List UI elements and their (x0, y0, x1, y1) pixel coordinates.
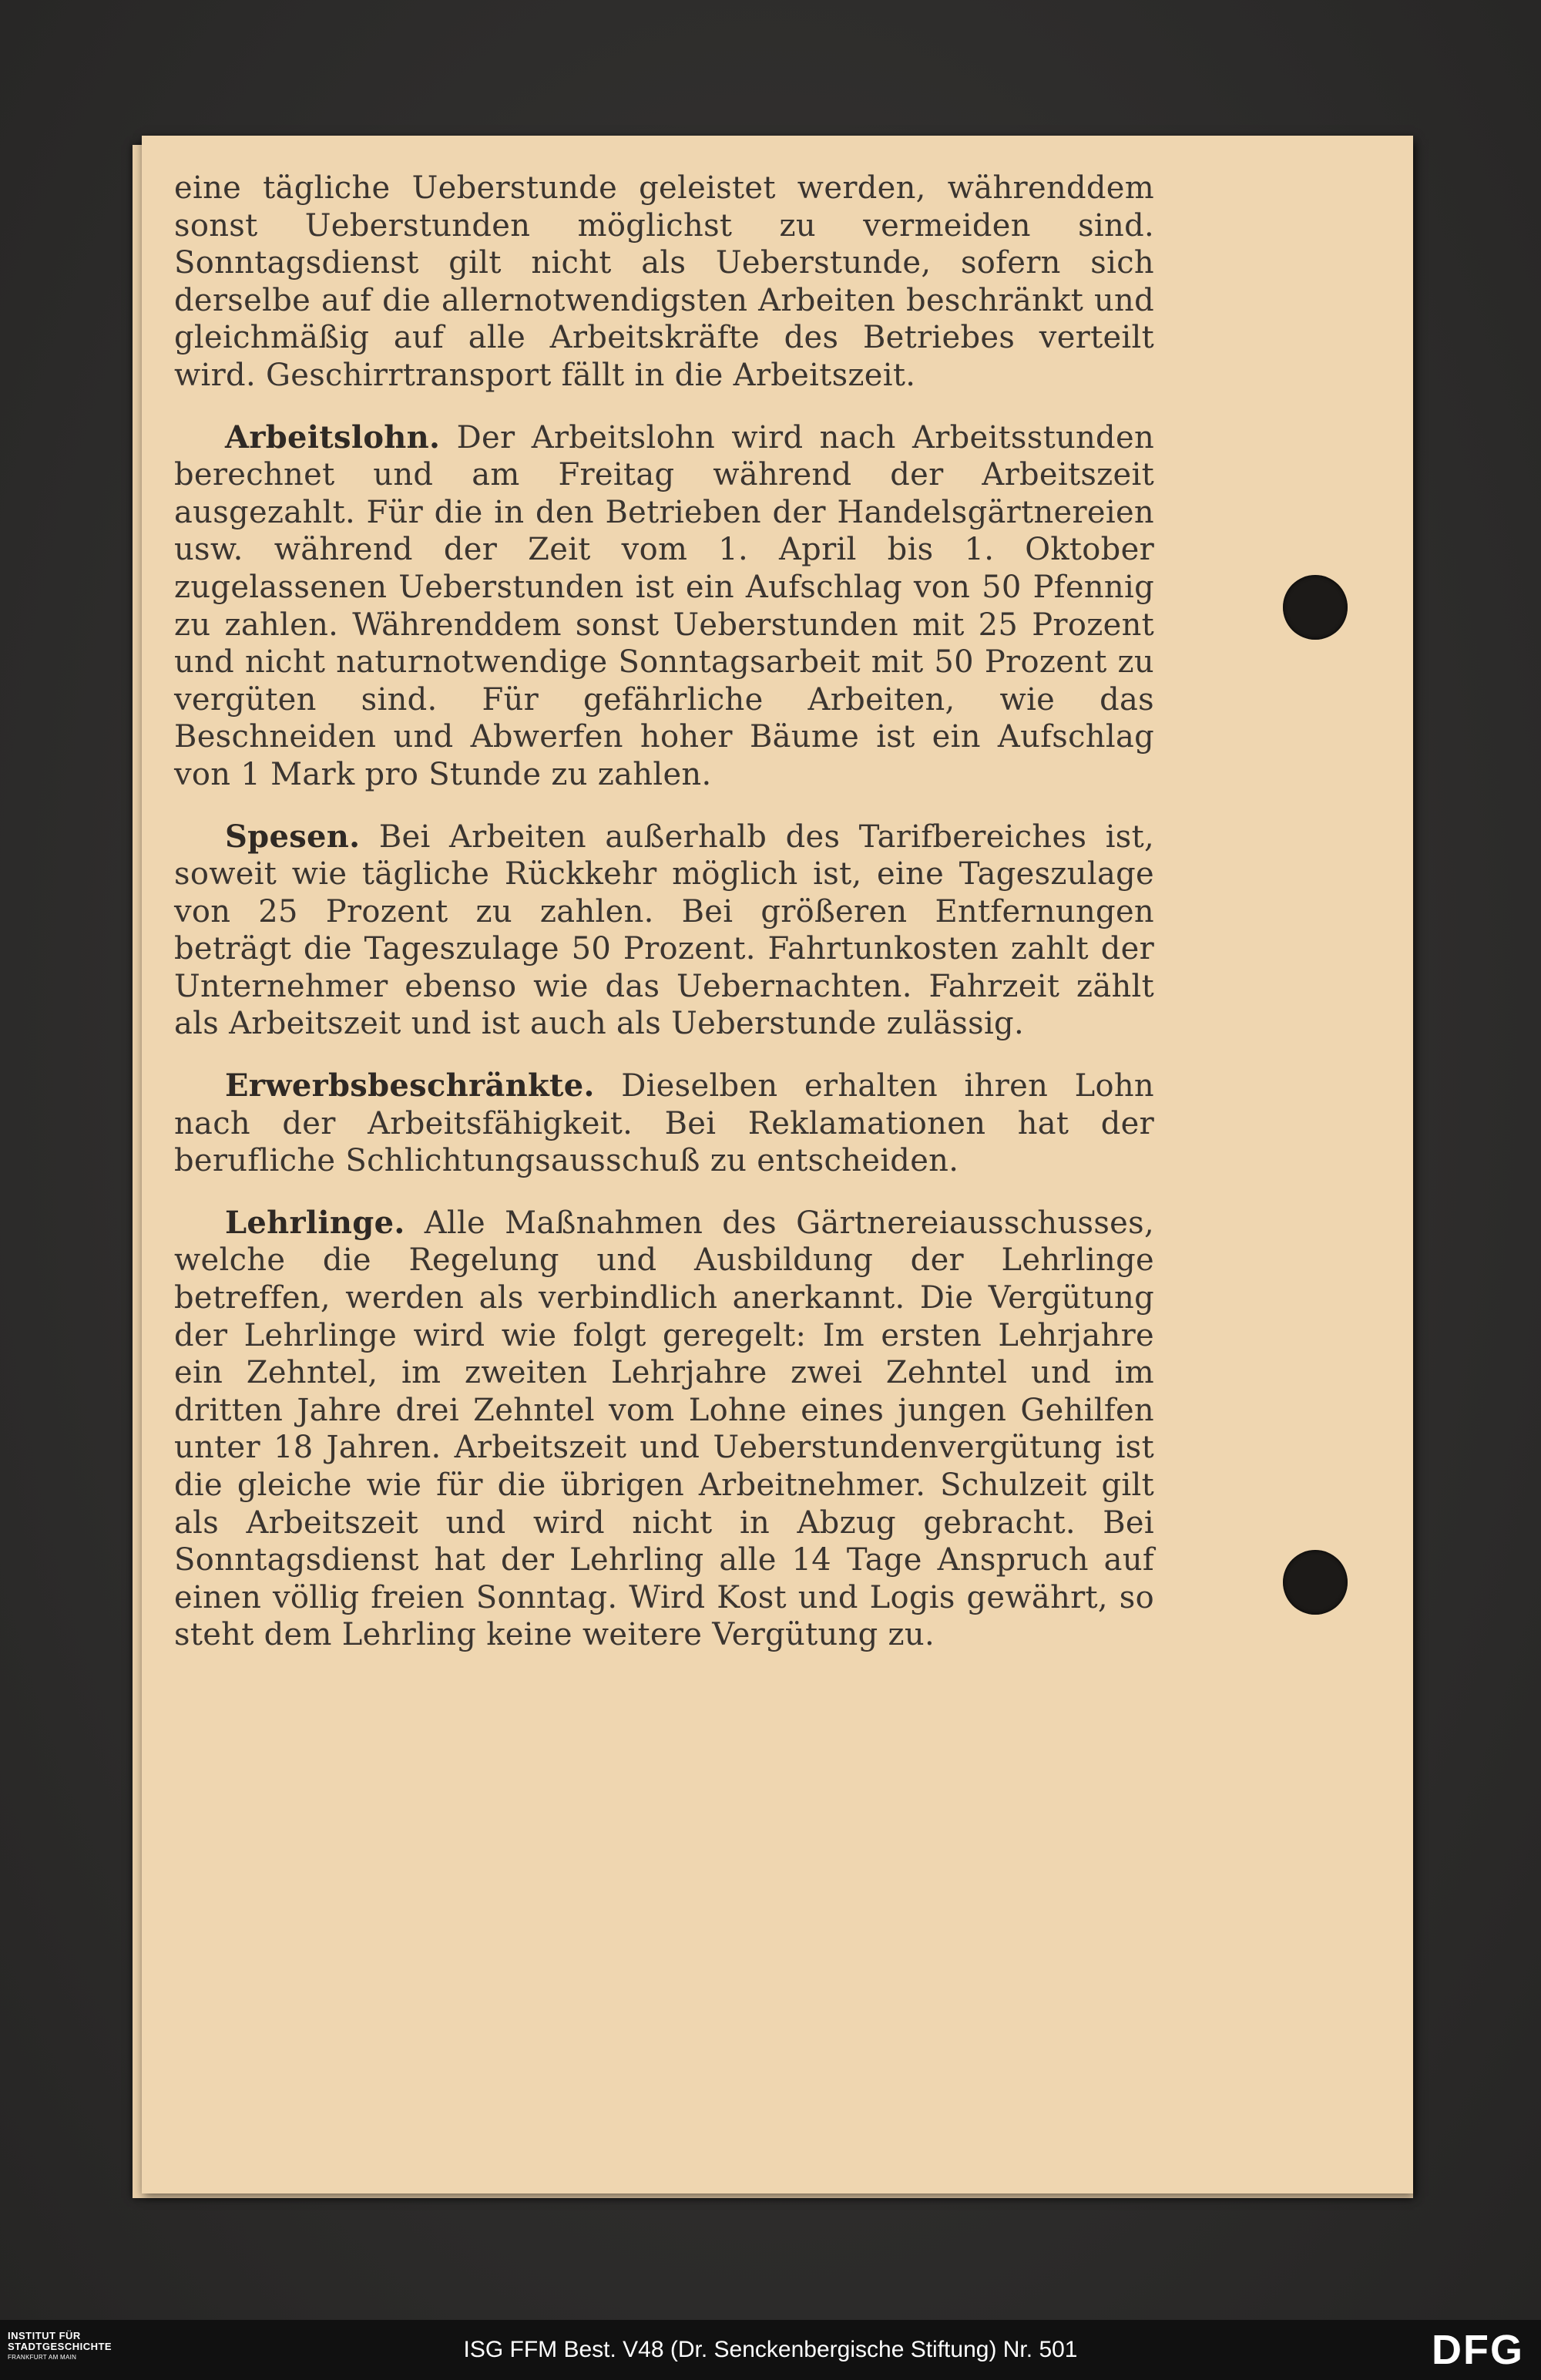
paragraph-text: Dieselben erhalten ihren Lohn nach der Arbeitsfähigkeit. Bei Reklamationen hat der berufliche Schlichtungsausschuß zu entscheiden. (174, 1068, 1154, 1179)
paragraph-heading: Lehrlinge. (225, 1204, 405, 1241)
paragraph-text: Bei Arbeiten außerhalb des Tarifbereiches ist, soweit wie tägliche Rückkehr möglich ist, eine Tageszulage von 25 Prozent zu zahlen. Bei größeren Entfernungen beträgt die Tageszulage 50 Prozent. Fahrtunkosten zahlt der Unternehmer ebenso wie das Uebernachten. Fahrzeit zählt als Arbeitszeit und ist auch als Ueberstunde zulässig. (174, 819, 1155, 1042)
paragraph-heading: Spesen. (225, 818, 361, 855)
paragraph-spesen (174, 819, 1154, 1044)
paragraph-erwerbsbeschraenkte (174, 1067, 1154, 1180)
institute-logo-line1: INSTITUT FÜR (8, 2330, 81, 2341)
paragraph-heading: Arbeitslohn. (225, 419, 441, 455)
paragraph-text: eine tägliche Ueberstunde geleistet werden, währenddem sonst Ueberstunden möglichst zu vermeiden sind. Sonntagsdienst gilt nicht als Ueberstunde, sofern sich derselbe auf die allernotwendigsten Arbeiten beschränkt und gleichmäßig auf alle Arbeitskräfte des Betriebes verteilt wird. Geschirrtransport fällt in die Arbeitszeit. (174, 170, 1154, 393)
paragraph-text: Alle Maßnahmen des Gärtnereiausschusses, welche die Regelung und Ausbildung der Lehrlinge betreffen, werden als verbindlich anerkannt. Die Vergütung der Lehrlinge wird wie folgt geregelt: Im ersten Lehrjahre ein Zehntel, im zweiten Lehrjahre zwei Zehntel und im dritten Jahre drei Zehntel vom Lohne eines jungen Gehilfen unter 18 Jahren. Arbeitszeit und Ueberstundenvergütung ist die gleiche wie für die übrigen Arbeitnehmer. Schulzeit gilt als Arbeitszeit und wird nicht in Abzug gebracht. Bei Sonntagsdienst hat der Lehrling alle 14 Tage Anspruch auf einen völlig freien Sonntag. Wird Kost und Logis gewährt, so steht dem Lehrling keine weitere Vergütung zu. (174, 1205, 1154, 1653)
archive-caption: ISG FFM Best. V48 (Dr. Senckenbergische Stiftung) Nr. 501 (463, 2337, 1078, 2362)
document-body (174, 170, 1154, 1679)
punch-hole-top (1283, 575, 1348, 640)
paragraph-intro (174, 170, 1154, 395)
paragraph-lehrlinge (174, 1205, 1154, 1654)
paragraph-text: Der Arbeitslohn wird nach Arbeitsstunden berechnet und am Freitag während der Arbeitszeit ausgezahlt. Für die in den Betrieben der Handelsgärtnereien usw. während der Zeit vom 1. April bis 1. Oktober zugelassenen Ueberstunden ist ein Aufschlag von 50 Pfennig zu zahlen. Währenddem sonst Ueberstunden mit 25 Prozent und nicht naturnotwendige Sonntagsarbeit mit 50 Prozent zu vergüten sind. Für gefährliche Arbeiten, wie das Beschneiden und Abwerfen hoher Bäume ist ein Aufschlag von 1 Mark pro Stunde zu zahlen. (174, 419, 1155, 792)
paragraph-heading: Erwerbsbeschränkte. (225, 1067, 595, 1104)
paragraph-arbeitslohn (174, 419, 1154, 794)
archive-footer-bar (0, 2320, 1541, 2380)
institute-logo-line3: FRANKFURT AM MAIN (8, 2354, 77, 2361)
punch-hole-bottom (1283, 1550, 1348, 1615)
institute-logo-line2: STADTGESCHICHTE (8, 2341, 112, 2352)
dfg-logo: DFG (1432, 2327, 1524, 2373)
